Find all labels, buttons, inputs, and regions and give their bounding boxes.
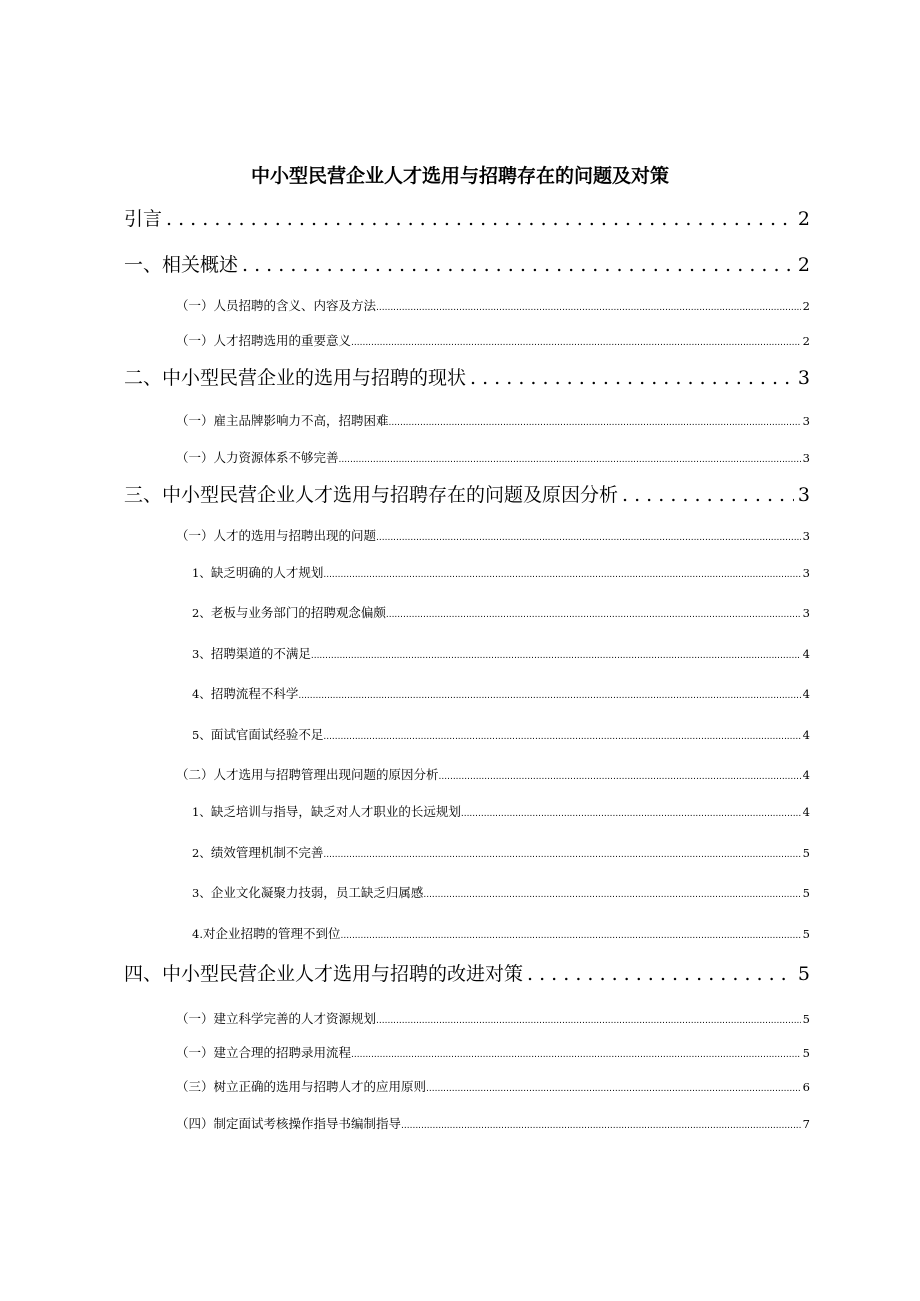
toc-entry-label: （一）人员招聘的含义、内容及方法 — [176, 298, 377, 313]
toc-dot-leader — [618, 481, 794, 509]
toc-dot-leader — [376, 297, 801, 317]
toc-entry[interactable] — [176, 297, 810, 317]
toc-page-number: 6 — [802, 1080, 810, 1094]
toc-entry[interactable] — [192, 925, 810, 945]
toc-entry[interactable] — [176, 766, 810, 786]
toc-dot-leader — [466, 364, 794, 392]
toc-page-number: 2 — [802, 334, 810, 348]
toc-page-number: 2 — [802, 299, 810, 313]
toc-entry-text: 对企业招聘的管理不到位 — [202, 926, 341, 941]
toc-page-number: 3 — [802, 606, 810, 620]
toc-page-number: 4 — [802, 687, 810, 701]
toc-dot-leader — [376, 527, 801, 547]
toc-entry-number: 5、 — [192, 728, 211, 742]
toc-page-number: 2 — [797, 254, 810, 276]
toc-page-number: 4 — [802, 647, 810, 661]
toc-dot-leader — [376, 1010, 801, 1030]
toc-dot-leader — [389, 412, 801, 432]
toc-entry-label — [192, 564, 323, 582]
toc-entry-number: 1、 — [192, 566, 211, 580]
toc-page-number: 4 — [802, 728, 810, 742]
toc-page-number: 2 — [797, 208, 810, 230]
toc-dot-leader — [461, 803, 801, 823]
toc-entry-number: 2、 — [192, 606, 211, 620]
toc-entry-label: （一）建立科学完善的人才资源规划 — [176, 1011, 377, 1026]
toc-entry[interactable] — [192, 645, 810, 665]
toc-dot-leader — [298, 685, 800, 705]
toc-entry-label — [192, 685, 298, 703]
toc-dot-leader — [323, 844, 800, 864]
toc-entry[interactable] — [192, 685, 810, 705]
toc-entry-text: 企业文化凝聚力技弱，员工缺乏归属感 — [210, 885, 424, 900]
toc-entry-text: 绩效管理机制不完善 — [210, 845, 324, 860]
toc-entry-label — [192, 604, 386, 622]
toc-entry-label: （一）雇主品牌影响力不高，招聘困难 — [176, 413, 389, 428]
toc-dot-leader — [426, 1078, 801, 1098]
toc-entry-number: 4. — [192, 927, 203, 941]
toc-entry[interactable] — [124, 960, 810, 988]
toc-entry-text: 缺乏明确的人才规划 — [210, 565, 324, 580]
toc-dot-leader — [351, 1044, 801, 1064]
toc-entry[interactable] — [192, 884, 810, 904]
toc-entry-label — [192, 803, 461, 821]
toc-entry-label — [192, 844, 323, 862]
toc-dot-leader — [423, 884, 800, 904]
toc-page-number: 3 — [802, 529, 810, 543]
toc-entry-label — [192, 726, 323, 744]
toc-entry-number: 3、 — [192, 886, 211, 900]
toc-entry-label: （一）建立合理的招聘录用流程 — [176, 1045, 352, 1060]
toc-dot-leader — [351, 332, 801, 352]
toc-entry[interactable] — [124, 481, 810, 509]
toc-entry[interactable] — [176, 527, 810, 547]
toc-entry-label: （一）人才招聘选用的重要意义 — [176, 333, 352, 348]
toc-entry[interactable] — [192, 564, 810, 584]
toc-dot-leader — [401, 1115, 801, 1135]
toc-entry-text: 招聘流程不科学 — [210, 686, 299, 701]
toc-entry-label — [192, 925, 341, 943]
toc-entry[interactable] — [176, 449, 810, 469]
toc-entry-number: 3、 — [192, 647, 211, 661]
toc-entry[interactable] — [124, 251, 810, 279]
toc-entry-label: 二、中小型民营企业的选用与招聘的现状 — [124, 367, 467, 389]
toc-page-number: 3 — [797, 484, 810, 506]
toc-entry-label: （二）人才选用与招聘管理出现问题的原因分析 — [176, 767, 439, 782]
toc-entry[interactable] — [176, 1044, 810, 1064]
toc-entry-label: （一）人力资源体系不够完善 — [176, 450, 339, 465]
toc-entry-text: 缺乏培训与指导，缺乏对人才职业的长远规划 — [210, 804, 461, 819]
toc-entry-number: 1、 — [192, 805, 211, 819]
toc-entry-text: 老板与业务部门的招聘观念偏颇 — [210, 605, 386, 620]
toc-entry-label: 引言 — [124, 208, 163, 230]
toc-dot-leader — [341, 925, 801, 945]
toc-page-number: 3 — [802, 451, 810, 465]
toc-entry[interactable] — [192, 844, 810, 864]
toc-dot-leader — [162, 205, 794, 233]
toc-entry[interactable] — [176, 412, 810, 432]
toc-dot-leader — [523, 960, 794, 988]
toc-entry-label — [192, 884, 423, 902]
toc-entry[interactable] — [176, 1115, 810, 1135]
toc-dot-leader — [339, 449, 801, 469]
toc-entry-label: 四、中小型民营企业人才选用与招聘的改进对策 — [124, 963, 524, 985]
toc-entry[interactable] — [192, 604, 810, 624]
toc-entry-number: 4、 — [192, 687, 211, 701]
toc-dot-leader — [439, 766, 801, 786]
toc-page-number: 4 — [802, 805, 810, 819]
toc-page-number: 3 — [802, 414, 810, 428]
toc-entry[interactable] — [124, 364, 810, 392]
toc-page-number: 5 — [802, 1046, 810, 1060]
toc-entry-label: 一、相关概述 — [124, 254, 239, 276]
toc-page-number: 5 — [802, 846, 810, 860]
toc-dot-leader — [323, 564, 800, 584]
toc-page-number: 5 — [802, 886, 810, 900]
document-title: 中小型民营企业人才选用与招聘存在的问题及对策 — [250, 165, 669, 187]
toc-entry[interactable] — [176, 1010, 810, 1030]
toc-entry-label: （四）制定面试考核操作指导书编制指导 — [176, 1116, 402, 1131]
toc-page-number: 5 — [797, 963, 810, 985]
toc-entry-label: （一）人才的选用与招聘出现的问题 — [176, 528, 377, 543]
toc-page-number: 5 — [802, 1012, 810, 1026]
toc-page-number: 3 — [802, 566, 810, 580]
toc-entry[interactable] — [192, 803, 810, 823]
toc-entry-number: 2、 — [192, 846, 211, 860]
toc-dot-leader — [238, 251, 794, 279]
toc-page-number: 5 — [802, 927, 810, 941]
toc-entry[interactable] — [124, 205, 810, 233]
toc-entry[interactable] — [176, 332, 810, 352]
toc-entry[interactable] — [176, 1078, 810, 1098]
toc-page-number: 7 — [802, 1117, 810, 1131]
toc-entry-label: 三、中小型民营企业人才选用与招聘存在的问题及原因分析 — [124, 484, 619, 506]
toc-entry-label: （三）树立正确的选用与招聘人才的应用原则 — [176, 1079, 427, 1094]
toc-page-number: 3 — [797, 367, 810, 389]
toc-entry[interactable] — [192, 726, 810, 746]
toc-dot-leader — [323, 726, 800, 746]
toc-page-number: 4 — [802, 768, 810, 782]
toc-dot-leader — [311, 645, 801, 665]
toc-dot-leader — [386, 604, 801, 624]
toc-entry-text: 招聘渠道的不满足 — [210, 646, 311, 661]
toc-entry-text: 面试官面试经验不足 — [210, 727, 324, 742]
toc-entry-label — [192, 645, 311, 663]
